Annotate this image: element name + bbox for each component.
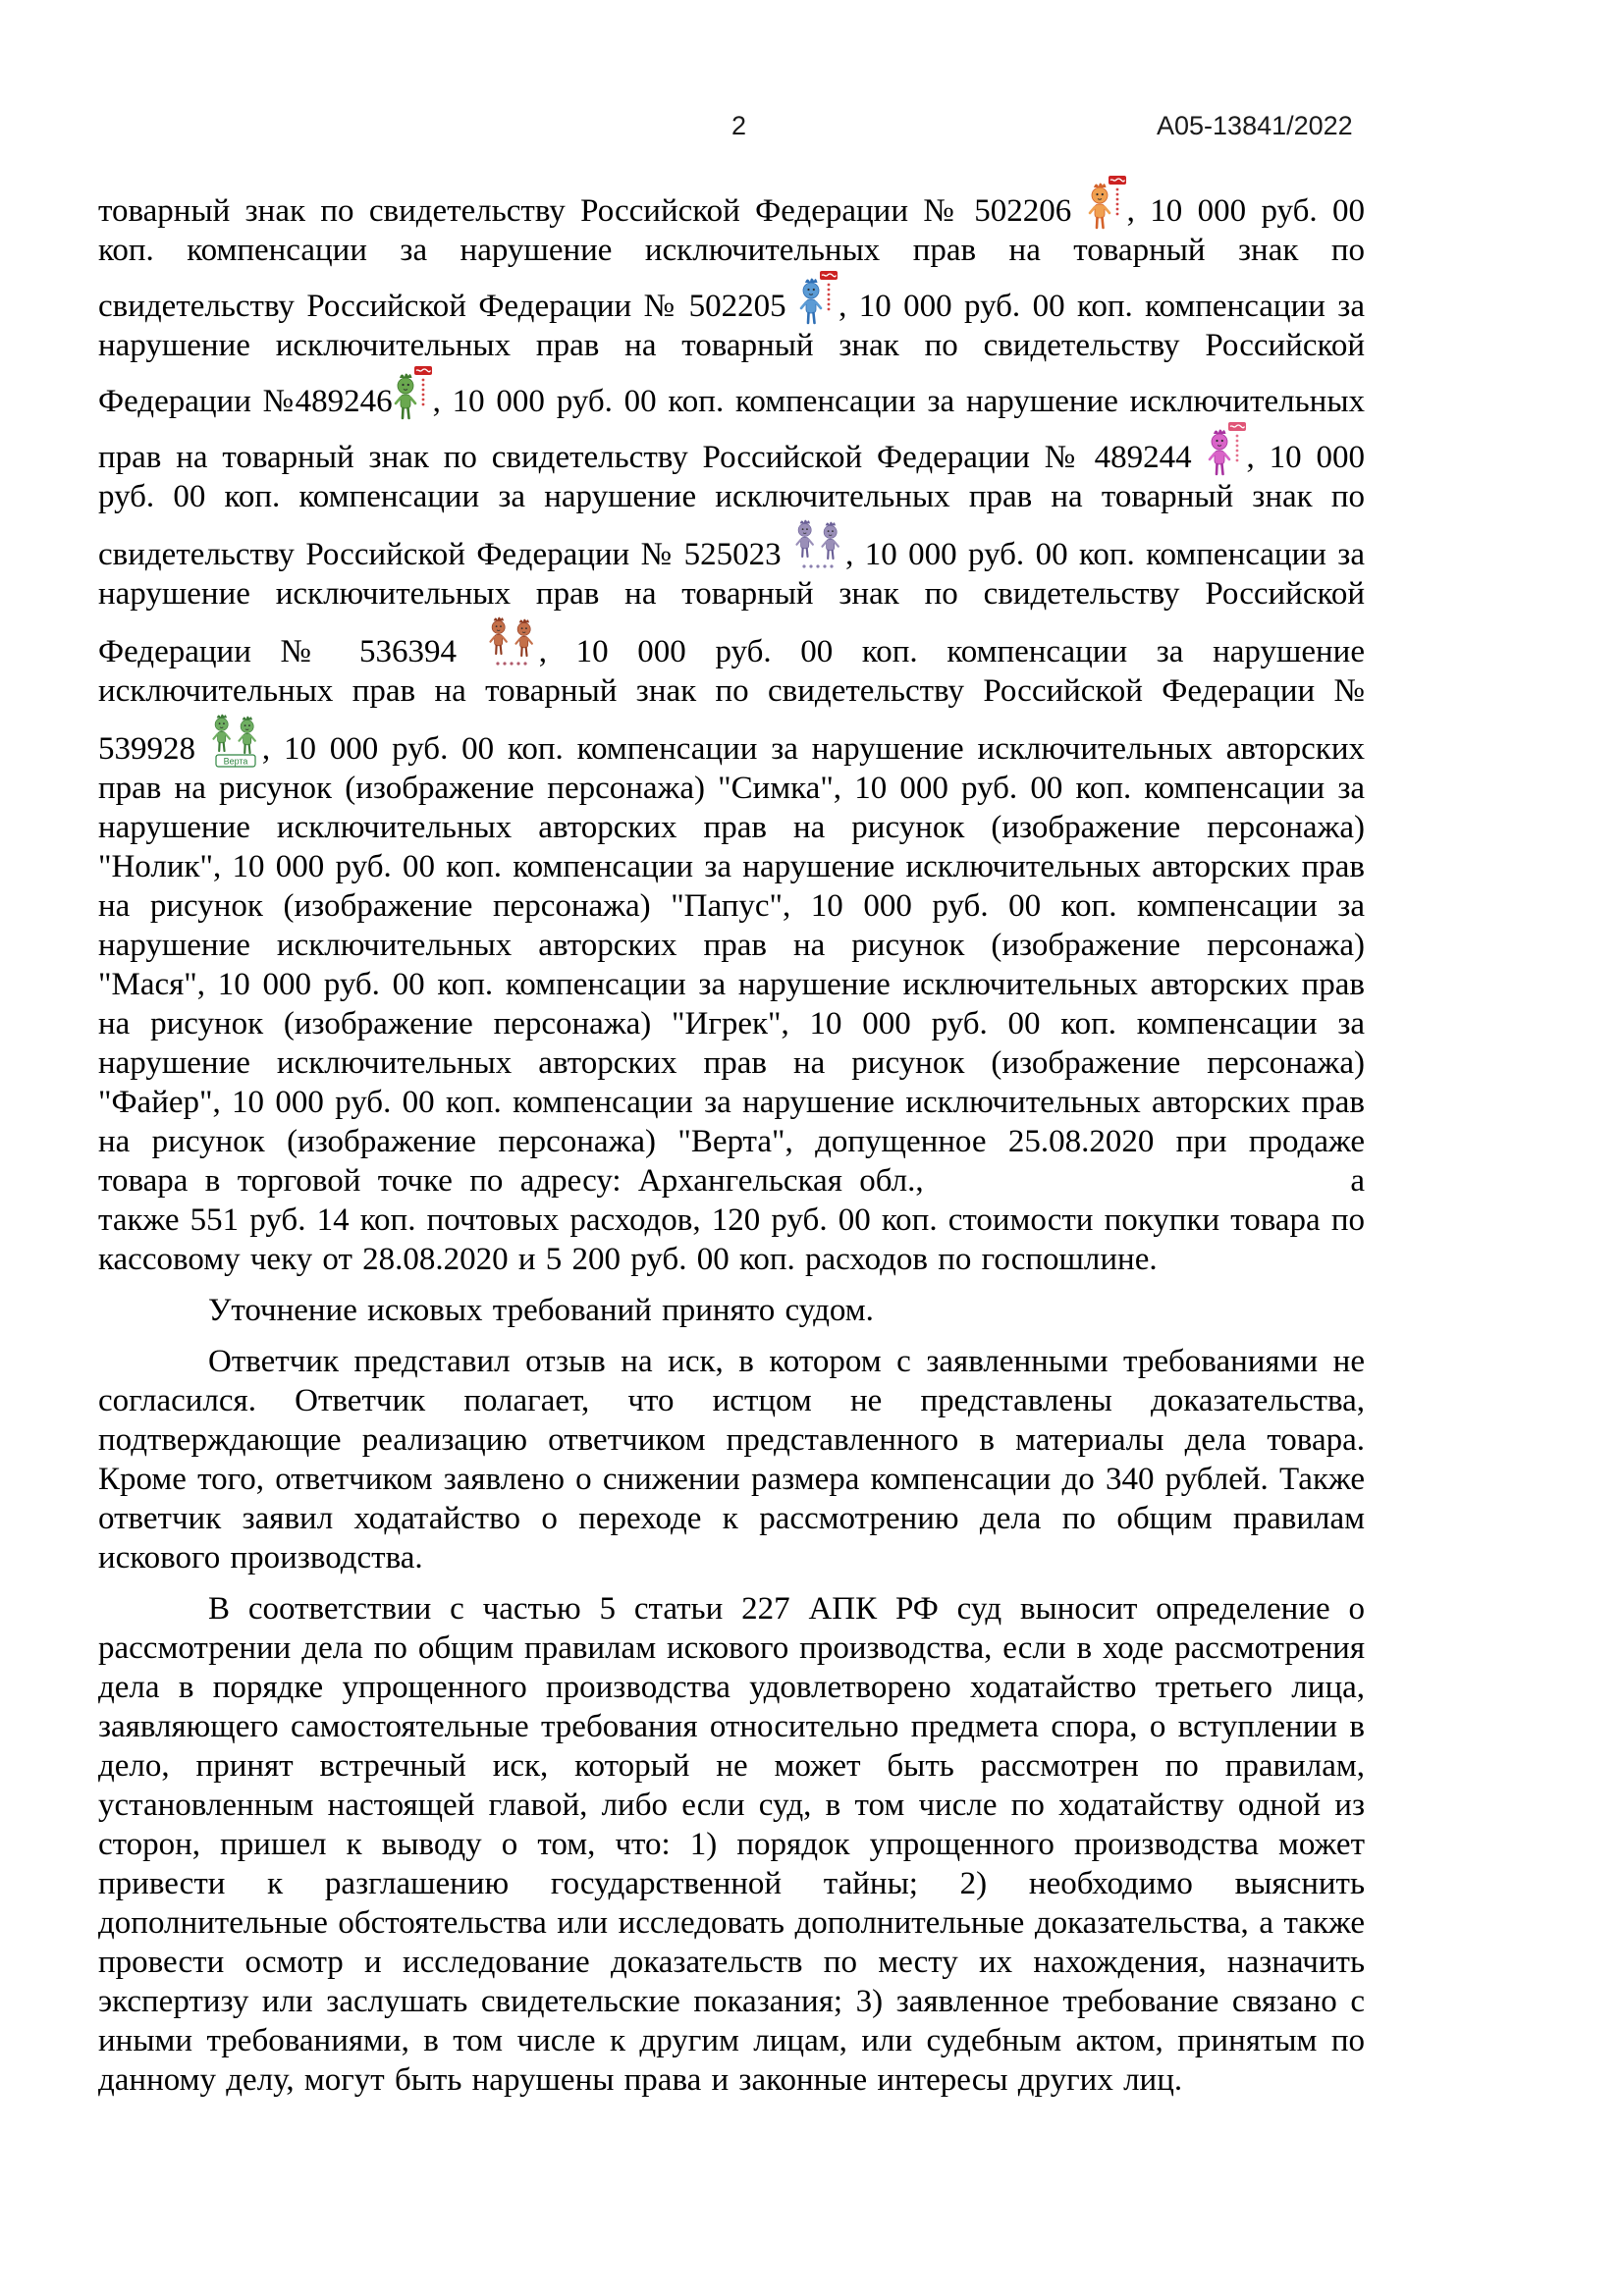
trademark-image-539928 bbox=[209, 711, 262, 768]
claims-continuation-paragraph: товарный знак по свидетельству Российской Федерации № 502206 , 10 000 руб. 00 коп. компенсации за нарушение исключительных прав на товарный знак по свидетельству Российской Федерации № 502205 , 10 000 руб. 00 коп. компенсации за нарушение исключительных прав на товарный знак по свидетельству Российской Федерации №489246 , 10 000 руб. 00 коп. компенсации за нарушение исключительных прав на товарный знак по свидетельству Российской Федерации № 489244 , 10 000 руб. 00 коп. компенсации за нарушение исключительных прав на товарный знак по свидетельству Российской Федерации № 525023 , 10 000 руб. 00 коп. компенсации за нарушение исключительных прав на товарный знак по свидетельству Российской Федерации № 536394 , 10 000 руб. 00 коп. компенсации за нарушение исключительных прав на товарный знак по свидетельству Российской Федерации № 539928 Верта , 10 000 руб. 00 коп. компенсации за нарушение исключительных авторских прав на рисунок (изображение персонажа) "Симка", 10 000 руб. 00 коп. компенсации за нарушение исключительных авторских прав на рисунок (изображение персонажа) "Нолик", 10 000 руб. 00 коп. компенсации за нарушение исключительных авторских прав на рисунок (изображение персонажа) "Папус", 10 000 руб. 00 коп. компенсации за нарушение исключительных авторских прав на рисунок (изображение персонажа) "Мася", 10 000 руб. 00 коп. компенсации за нарушение исключительных авторских прав на рисунок (изображение персонажа) "Игрек", 10 000 руб. 00 коп. компенсации за нарушение исключительных авторских прав на рисунок (изображение персонажа) "Файер", 10 000 руб. 00 коп. компенсации за нарушение исключительных авторских прав на рисунок (изображение персонажа) "Верта", допущенное 25.08.2020 при продаже товара в торговой точке по адресу: Архангельская обл., а также 551 руб. 14 коп. почтовых расходов, 120 руб. 00 коп. стоимости покупки товара по кассовому чеку от 28.08.2020 и 5 200 руб. 00 коп. расходов по госпошлине. bbox=[98, 175, 1365, 1279]
apk-rf-article-227-paragraph: В соответствии с частью 5 статьи 227 АПК РФ суд выносит определение о рассмотрении дела по общим правилам искового производства, если в ходе рассмотрения дела в порядке упрощенного производства удовлетворено ходатайство третьего лица, заявляющего самостоятельные требования относительно предмета спора, о вступлении в дело, принят встречный иск, который не может быть рассмотрен по правилам, установленным настоящей главой, либо если суд, в том числе по ходатайству одной из сторон, пришел к выводу о том, что: 1) порядок упрощенного производства может привести к разглашению государственной тайны; 2) необходимо выяснить дополнительные обстоятельства или исследовать дополнительные доказательства, а также провести осмотр и исследование доказательств по месту их нахождения, назначить экспертизу или заслушать свидетельские показания; 3) заявленное требование связано с иными требованиями, в том числе к другим лицам, или судебным актом, принятым по данному делу, могут быть нарушены права и законные интересы других лиц. bbox=[98, 1591, 1365, 2098]
trademark-image-502206 bbox=[1087, 175, 1127, 230]
document-body bbox=[98, 175, 1365, 2100]
trademark-image-536394 bbox=[486, 614, 539, 670]
page-number: 2 bbox=[731, 111, 747, 140]
case-number: А05-13841/2022 bbox=[1157, 111, 1353, 140]
page-header bbox=[0, 110, 1623, 149]
trademark-image-502205 bbox=[798, 270, 839, 325]
clarification-accepted-paragraph: Уточнение исковых требований принято судом. bbox=[208, 1293, 874, 1328]
defendant-response-paragraph: Ответчик представил отзыв на иск, в котором с заявленными требованиями не согласился. Ответчик полагает, что истцом не представлены доказательства, подтверждающие реализацию ответчиком представленного в материалы дела товара. Кроме того, ответчиком заявлено о снижении размера компенсации до 340 рублей. Также ответчик заявил ходатайство о переходе к рассмотрению дела по общим правилам искового производства. bbox=[98, 1344, 1365, 1575]
trademark-image-489246 bbox=[393, 365, 433, 420]
trademark-image-525023 bbox=[792, 516, 845, 573]
svg-text:Верта: Верта bbox=[223, 756, 248, 767]
redacted-address-gap bbox=[941, 1189, 1333, 1191]
trademark-image-489244 bbox=[1207, 421, 1247, 476]
